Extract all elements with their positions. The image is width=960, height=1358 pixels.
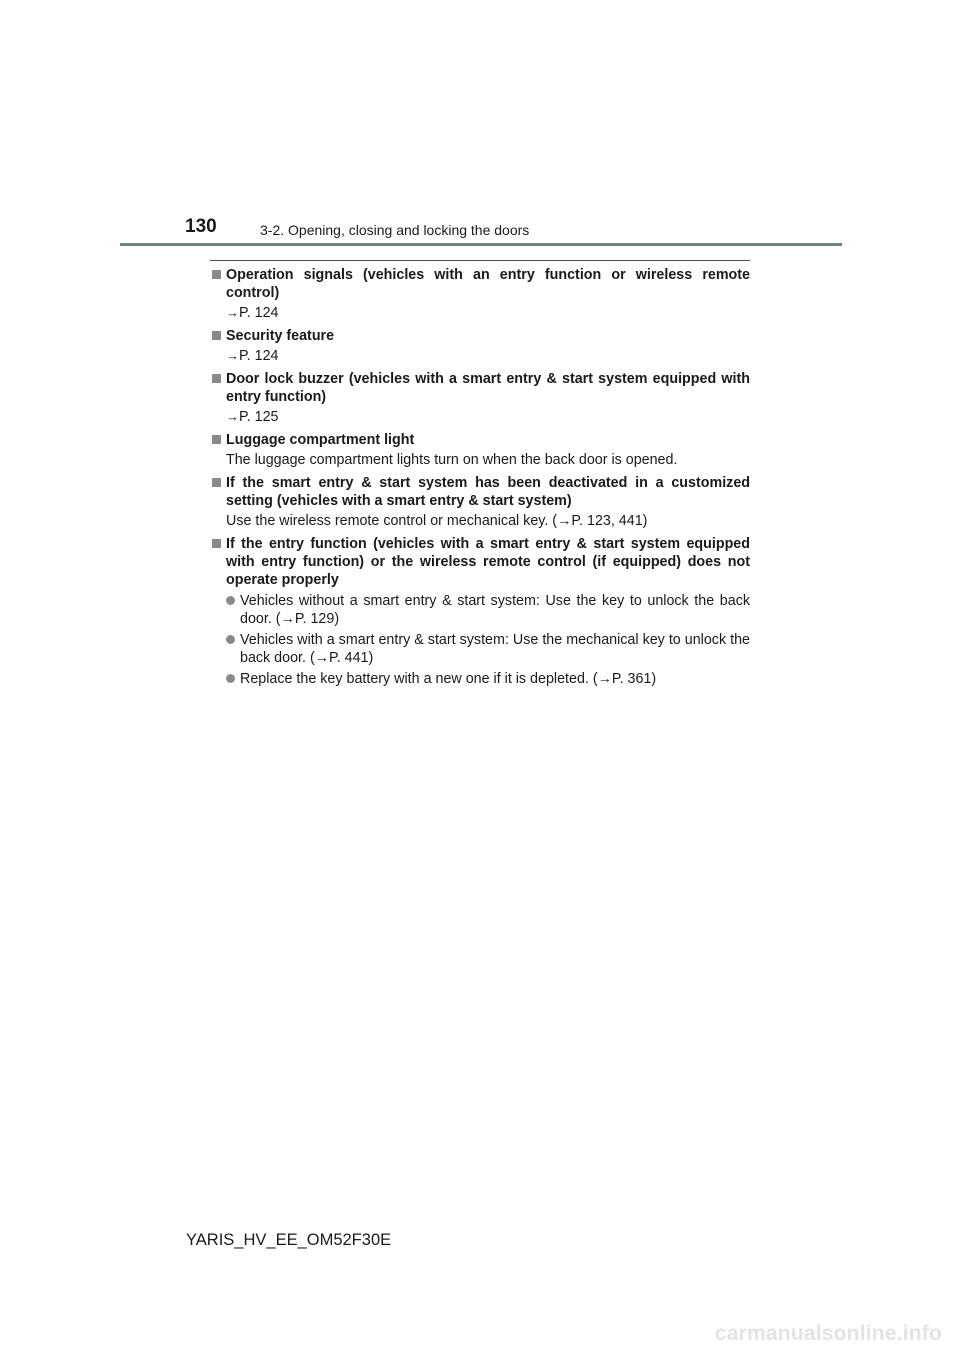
round-bullet-icon: [226, 674, 235, 683]
list-item: [210, 431, 750, 469]
square-bullet-icon: [212, 539, 221, 548]
item-title: Security feature: [226, 328, 335, 344]
list-item: [210, 266, 750, 322]
item-title: Operation signals (vehicles with an entry function or wireless remote control): [226, 267, 750, 301]
sub-bullet: [226, 631, 750, 667]
item-title: If the entry function (vehicles with a smart entry & start system equipped with entry function) or the wireless remote control (if equipped) does not operate properly: [226, 536, 750, 588]
round-bullet-icon: [226, 635, 235, 644]
list-item: [210, 370, 750, 426]
page-number: 130: [185, 216, 217, 237]
section-title: 3-2. Opening, closing and locking the doors: [260, 222, 530, 238]
list-item: [210, 327, 750, 365]
square-bullet-icon: [212, 435, 221, 444]
round-bullet-icon: [226, 596, 235, 605]
item-body: Use the wireless remote control or mechanical key. (→P. 123, 441): [226, 513, 648, 529]
sub-bullet-text: Vehicles without a smart entry & start system: Use the key to unlock the back door. (→P. 129): [240, 593, 750, 627]
square-bullet-icon: [212, 374, 221, 383]
reference-text: P. 124: [239, 348, 279, 364]
watermark: carmanualsonline.info: [714, 1322, 942, 1345]
reference-text: P. 125: [239, 409, 279, 425]
item-title: Door lock buzzer (vehicles with a smart entry & start system equipped with entry function): [226, 371, 750, 405]
square-bullet-icon: [212, 331, 221, 340]
arrow-right-icon: →: [226, 305, 239, 320]
item-body: The luggage compartment lights turn on when the back door is opened.: [226, 452, 678, 468]
sub-bullet: [226, 592, 750, 628]
arrow-right-icon: →: [226, 409, 239, 424]
list-item: [210, 535, 750, 688]
header-divider: [120, 243, 842, 246]
document-code: YARIS_HV_EE_OM52F30E: [186, 1231, 392, 1249]
reference-text: P. 124: [239, 305, 279, 321]
content-body: [210, 266, 750, 693]
page-reference: [226, 347, 750, 365]
sub-bullet: [226, 670, 750, 688]
square-bullet-icon: [212, 478, 221, 487]
sub-bullet-text: Replace the key battery with a new one if it is depleted. (→P. 361): [240, 671, 657, 687]
list-item: [210, 474, 750, 530]
page-reference: [226, 304, 750, 322]
square-bullet-icon: [212, 270, 221, 279]
sub-bullet-text: Vehicles with a smart entry & start system: Use the mechanical key to unlock the back door. (→P. 441): [240, 632, 750, 666]
page-reference: [226, 408, 750, 426]
content-divider: [210, 260, 750, 261]
item-title: Luggage compartment light: [226, 432, 415, 448]
arrow-right-icon: →: [226, 348, 239, 363]
item-title: If the smart entry & start system has been deactivated in a customized setting (vehicles with a smart entry & start system): [226, 475, 750, 509]
